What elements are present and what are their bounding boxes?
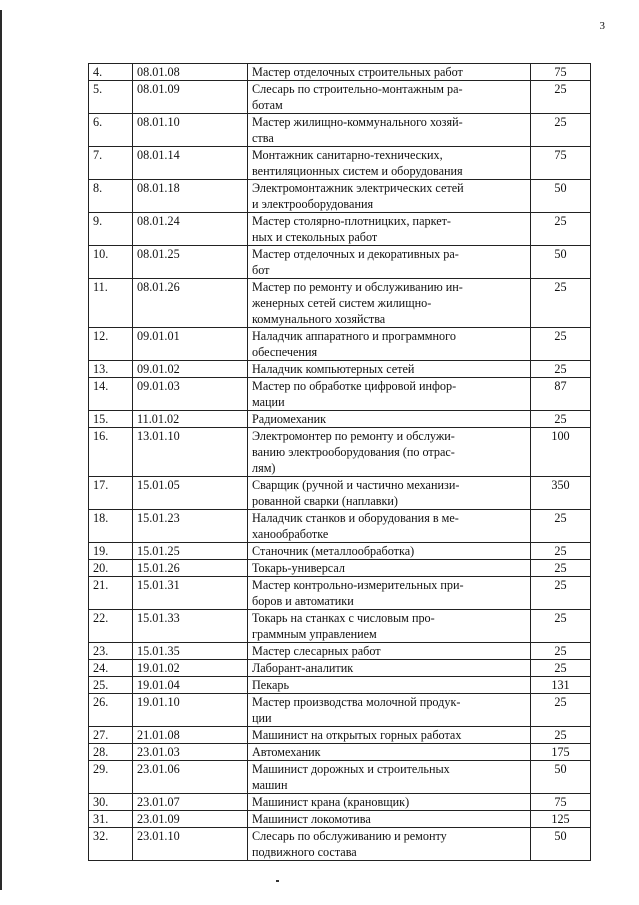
- row-number: 11.: [89, 279, 133, 328]
- row-quantity: 25: [531, 643, 591, 660]
- table-body: [89, 64, 591, 861]
- table-row: [89, 577, 591, 610]
- row-profession-name: Электромонтер по ремонту и обслужи- ванию электрооборудования (по отрас- лям): [248, 428, 531, 477]
- table-row: [89, 694, 591, 727]
- row-quantity: 175: [531, 744, 591, 761]
- row-code: 23.01.09: [133, 811, 248, 828]
- row-number: 7.: [89, 147, 133, 180]
- row-profession-name: Машинист крана (крановщик): [248, 794, 531, 811]
- row-quantity: 75: [531, 147, 591, 180]
- row-code: 09.01.01: [133, 328, 248, 361]
- row-number: 24.: [89, 660, 133, 677]
- row-quantity: 100: [531, 428, 591, 477]
- table-row: [89, 727, 591, 744]
- row-quantity: 25: [531, 411, 591, 428]
- row-code: 23.01.03: [133, 744, 248, 761]
- row-quantity: 75: [531, 794, 591, 811]
- row-quantity: 25: [531, 361, 591, 378]
- row-profession-name: Мастер производства молочной продук- ции: [248, 694, 531, 727]
- table-row: [89, 114, 591, 147]
- row-profession-name: Автомеханик: [248, 744, 531, 761]
- row-code: 15.01.35: [133, 643, 248, 660]
- row-number: 13.: [89, 361, 133, 378]
- row-profession-name: Мастер по ремонту и обслуживанию ин- женерных сетей систем жилищно- коммунального хозяйства: [248, 279, 531, 328]
- row-quantity: 87: [531, 378, 591, 411]
- row-profession-name: Слесарь по обслуживанию и ремонту подвижного состава: [248, 828, 531, 861]
- row-profession-name: Лаборант-аналитик: [248, 660, 531, 677]
- row-number: 29.: [89, 761, 133, 794]
- row-number: 18.: [89, 510, 133, 543]
- table-row: [89, 543, 591, 560]
- row-number: 26.: [89, 694, 133, 727]
- row-profession-name: Электромонтажник электрических сетей и электрооборудования: [248, 180, 531, 213]
- table-row: [89, 81, 591, 114]
- row-code: 19.01.02: [133, 660, 248, 677]
- row-profession-name: Токарь-универсал: [248, 560, 531, 577]
- row-number: 28.: [89, 744, 133, 761]
- row-profession-name: Мастер слесарных работ: [248, 643, 531, 660]
- row-quantity: 25: [531, 694, 591, 727]
- row-profession-name: Радиомеханик: [248, 411, 531, 428]
- table-row: [89, 744, 591, 761]
- professions-table: [88, 63, 591, 861]
- table-row: [89, 828, 591, 861]
- row-code: 08.01.08: [133, 64, 248, 81]
- row-code: 08.01.25: [133, 246, 248, 279]
- row-number: 4.: [89, 64, 133, 81]
- row-quantity: 25: [531, 81, 591, 114]
- row-number: 32.: [89, 828, 133, 861]
- table-row: [89, 279, 591, 328]
- row-quantity: 25: [531, 727, 591, 744]
- row-code: 21.01.08: [133, 727, 248, 744]
- row-code: 09.01.03: [133, 378, 248, 411]
- row-profession-name: Сварщик (ручной и частично механизи- рованной сварки (наплавки): [248, 477, 531, 510]
- row-code: 15.01.26: [133, 560, 248, 577]
- row-number: 16.: [89, 428, 133, 477]
- table-row: [89, 213, 591, 246]
- row-quantity: 25: [531, 328, 591, 361]
- row-profession-name: Машинист на открытых горных работах: [248, 727, 531, 744]
- row-code: 15.01.31: [133, 577, 248, 610]
- row-number: 20.: [89, 560, 133, 577]
- row-quantity: 50: [531, 180, 591, 213]
- row-quantity: 25: [531, 660, 591, 677]
- row-code: 08.01.14: [133, 147, 248, 180]
- table-row: [89, 811, 591, 828]
- table-row: [89, 411, 591, 428]
- row-number: 21.: [89, 577, 133, 610]
- row-quantity: 50: [531, 828, 591, 861]
- table-row: [89, 477, 591, 510]
- row-profession-name: Монтажник санитарно-технических, вентиляционных систем и оборудования: [248, 147, 531, 180]
- table-row: [89, 428, 591, 477]
- page-left-edge: [0, 10, 2, 890]
- row-number: 15.: [89, 411, 133, 428]
- row-code: 19.01.10: [133, 694, 248, 727]
- row-code: 15.01.33: [133, 610, 248, 643]
- row-number: 30.: [89, 794, 133, 811]
- table-row: [89, 64, 591, 81]
- row-quantity: 25: [531, 543, 591, 560]
- table-row: [89, 794, 591, 811]
- row-code: 08.01.18: [133, 180, 248, 213]
- row-quantity: 350: [531, 477, 591, 510]
- row-number: 9.: [89, 213, 133, 246]
- row-number: 8.: [89, 180, 133, 213]
- row-number: 12.: [89, 328, 133, 361]
- row-number: 6.: [89, 114, 133, 147]
- row-quantity: 25: [531, 610, 591, 643]
- row-code: 15.01.05: [133, 477, 248, 510]
- row-code: 23.01.06: [133, 761, 248, 794]
- table-row: [89, 761, 591, 794]
- row-profession-name: Станочник (металлообработка): [248, 543, 531, 560]
- table-row: [89, 677, 591, 694]
- row-number: 5.: [89, 81, 133, 114]
- table-row: [89, 361, 591, 378]
- row-profession-name: Наладчик станков и оборудования в ме- ханообработке: [248, 510, 531, 543]
- row-profession-name: Наладчик компьютерных сетей: [248, 361, 531, 378]
- row-number: 17.: [89, 477, 133, 510]
- table-row: [89, 660, 591, 677]
- row-profession-name: Машинист локомотива: [248, 811, 531, 828]
- table-row: [89, 643, 591, 660]
- row-code: 11.01.02: [133, 411, 248, 428]
- row-quantity: 25: [531, 510, 591, 543]
- table-row: [89, 328, 591, 361]
- row-number: 27.: [89, 727, 133, 744]
- row-code: 13.01.10: [133, 428, 248, 477]
- table-row: [89, 378, 591, 411]
- table-row: [89, 510, 591, 543]
- row-number: 14.: [89, 378, 133, 411]
- row-quantity: 131: [531, 677, 591, 694]
- row-code: 09.01.02: [133, 361, 248, 378]
- row-profession-name: Слесарь по строительно-монтажным ра- ботам: [248, 81, 531, 114]
- row-profession-name: Мастер контрольно-измерительных при- боров и автоматики: [248, 577, 531, 610]
- row-code: 08.01.26: [133, 279, 248, 328]
- table-row: [89, 246, 591, 279]
- row-code: 19.01.04: [133, 677, 248, 694]
- row-profession-name: Мастер по обработке цифровой инфор- мации: [248, 378, 531, 411]
- row-code: 08.01.09: [133, 81, 248, 114]
- row-quantity: 25: [531, 114, 591, 147]
- table-row: [89, 147, 591, 180]
- row-number: 25.: [89, 677, 133, 694]
- row-code: 15.01.25: [133, 543, 248, 560]
- row-quantity: 25: [531, 577, 591, 610]
- row-code: 08.01.10: [133, 114, 248, 147]
- row-number: 22.: [89, 610, 133, 643]
- row-quantity: 50: [531, 246, 591, 279]
- scan-mark: [276, 880, 279, 882]
- row-quantity: 25: [531, 560, 591, 577]
- row-profession-name: Машинист дорожных и строительных машин: [248, 761, 531, 794]
- row-quantity: 25: [531, 279, 591, 328]
- row-number: 23.: [89, 643, 133, 660]
- row-profession-name: Мастер отделочных и декоративных ра- бот: [248, 246, 531, 279]
- row-profession-name: Мастер отделочных строительных работ: [248, 64, 531, 81]
- row-profession-name: Наладчик аппаратного и программного обеспечения: [248, 328, 531, 361]
- row-profession-name: Мастер жилищно-коммунального хозяй- ства: [248, 114, 531, 147]
- row-profession-name: Токарь на станках с числовым про- граммным управлением: [248, 610, 531, 643]
- table-row: [89, 180, 591, 213]
- row-code: 08.01.24: [133, 213, 248, 246]
- row-quantity: 125: [531, 811, 591, 828]
- row-code: 23.01.07: [133, 794, 248, 811]
- table-row: [89, 560, 591, 577]
- page-number: 3: [599, 20, 605, 32]
- row-profession-name: Мастер столярно-плотницких, паркет- ных и стекольных работ: [248, 213, 531, 246]
- row-quantity: 25: [531, 213, 591, 246]
- table-row: [89, 610, 591, 643]
- row-profession-name: Пекарь: [248, 677, 531, 694]
- row-quantity: 75: [531, 64, 591, 81]
- row-code: 15.01.23: [133, 510, 248, 543]
- row-number: 10.: [89, 246, 133, 279]
- row-code: 23.01.10: [133, 828, 248, 861]
- row-quantity: 50: [531, 761, 591, 794]
- row-number: 31.: [89, 811, 133, 828]
- row-number: 19.: [89, 543, 133, 560]
